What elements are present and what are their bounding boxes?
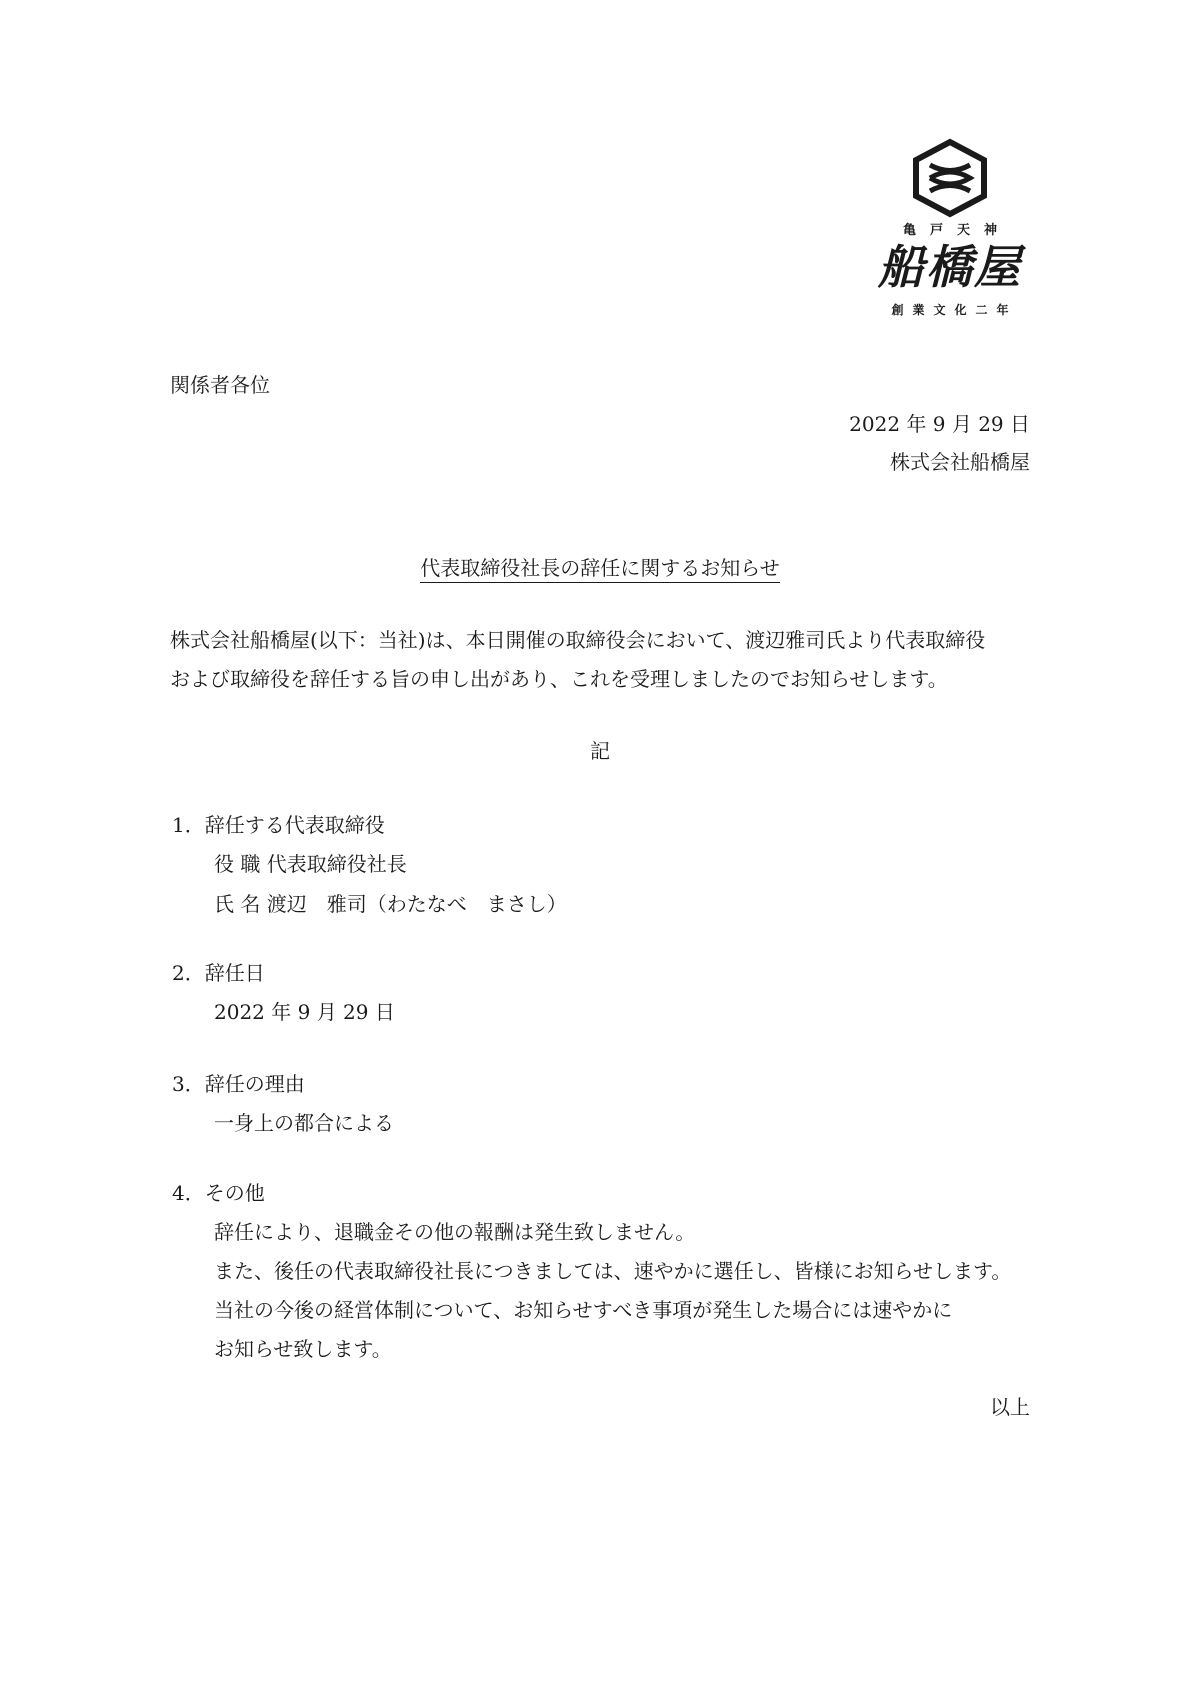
item-line: 役 職 代表取締役社長 <box>214 852 407 876</box>
logo-subtitle: 亀戸天神 <box>902 223 1011 238</box>
crest-icon <box>870 138 1030 218</box>
item-line: 氏 名 渡辺 雅司（わたなべ まさし） <box>214 892 567 916</box>
document-date: 2022 年 9 月 29 日 <box>849 412 1030 436</box>
ki-heading: 記 <box>590 739 610 763</box>
item-line: 当社の今後の経営体制について、お知らせすべき事項が発生した場合には速やかに <box>214 1298 953 1322</box>
item-heading: 3．辞任の理由 <box>172 1072 305 1096</box>
item-line: 辞任により、退職金その他の報酬は発生致しません。 <box>214 1220 696 1244</box>
item-heading: 2．辞任日 <box>172 961 265 985</box>
addressee: 関係者各位 <box>170 373 270 397</box>
item-line: 一身上の都合による <box>214 1111 394 1135</box>
closing-text: 以上 <box>990 1395 1030 1419</box>
body-line: 株式会社船橋屋(以下：当社)は、本日開催の取締役会において、渡辺雅司氏より代表取締役 <box>170 628 986 652</box>
item-line: 2022 年 9 月 29 日 <box>214 1000 395 1024</box>
item-line: お知らせ致します。 <box>214 1337 392 1361</box>
item-line: また、後任の代表取締役社長につきましては、速やかに選任し、皆様にお知らせします。 <box>214 1259 1012 1283</box>
logo-name: 船橋屋 <box>878 240 1022 294</box>
item-heading: 4．その他 <box>172 1181 265 1205</box>
company-logo <box>870 138 1030 328</box>
document-title: 代表取締役社長の辞任に関するお知らせ <box>420 558 779 583</box>
body-line: および取締役を辞任する旨の申し出があり、これを受理しましたのでお知らせします。 <box>170 667 948 691</box>
document-title-wrapper <box>0 558 1200 583</box>
logo-founding: 創業文化二年 <box>891 303 1018 317</box>
company-name: 株式会社船橋屋 <box>890 450 1030 474</box>
item-heading: 1．辞任する代表取締役 <box>172 813 385 837</box>
